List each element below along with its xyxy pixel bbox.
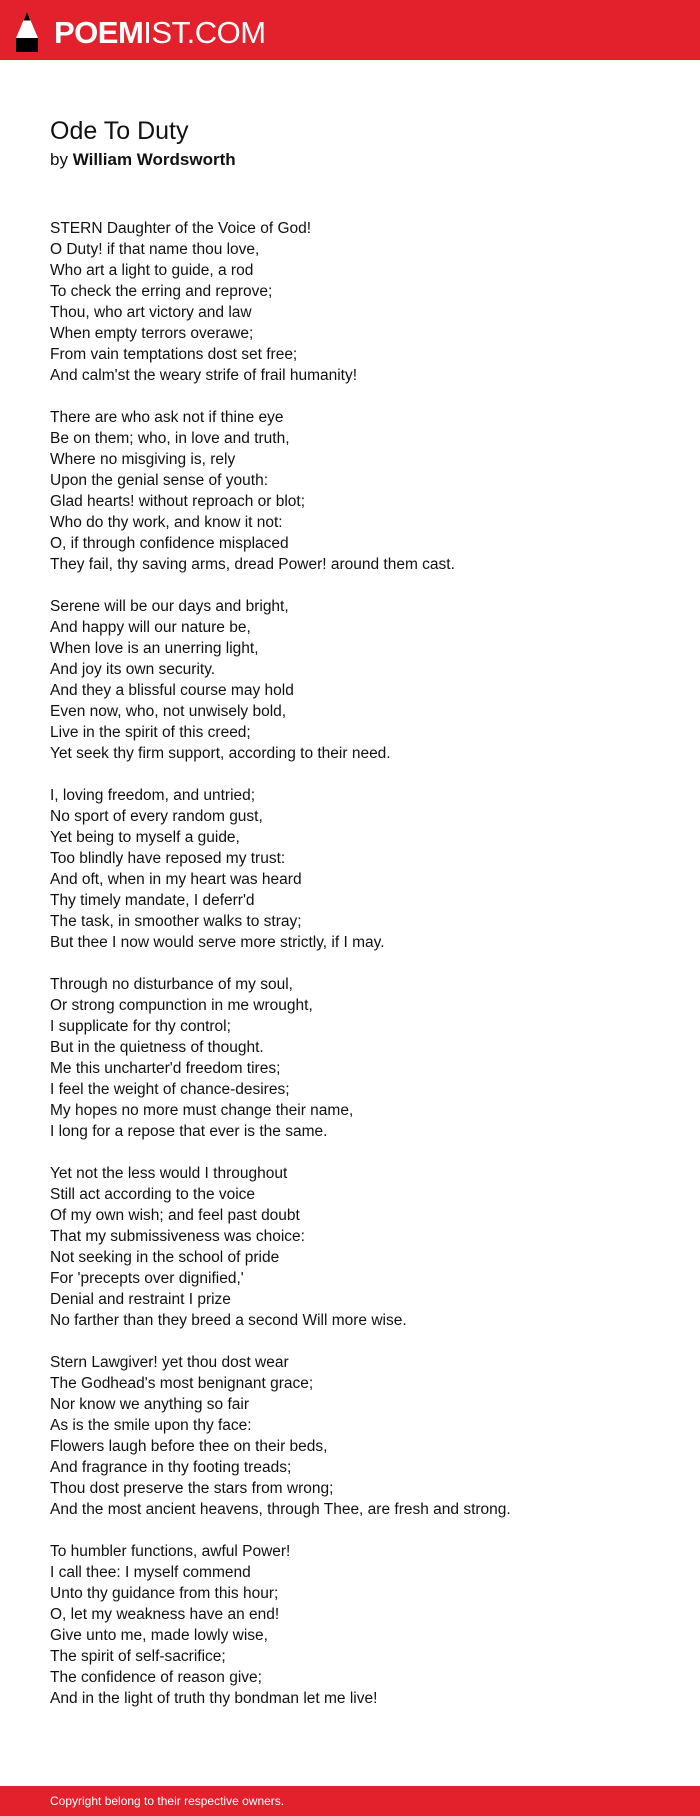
poem-line: The task, in smoother walks to stray;	[50, 913, 302, 930]
poem-line: The spirit of self-sacrifice;	[50, 1648, 226, 1665]
poem-line: Of my own wish; and feel past doubt	[50, 1207, 300, 1224]
poem-line: Glad hearts! without reproach or blot;	[50, 493, 306, 510]
poem-line: Thy timely mandate, I deferr'd	[50, 892, 255, 909]
stanza	[50, 974, 670, 1142]
poem-line: Even now, who, not unwisely bold,	[50, 703, 287, 720]
poem-line: And in the light of truth thy bondman let me live!	[50, 1690, 378, 1707]
site-logo[interactable]	[16, 10, 266, 54]
poem-line: Or strong compunction in me wrought,	[50, 997, 313, 1014]
poem-line: Thou, who art victory and law	[50, 304, 252, 321]
poem-line: Where no misgiving is, rely	[50, 451, 236, 468]
poem-line: Live in the spirit of this creed;	[50, 724, 251, 741]
poem-line: I call thee: I myself commend	[50, 1564, 251, 1581]
poem-line: To humbler functions, awful Power!	[50, 1543, 291, 1560]
poem-line: Thou dost preserve the stars from wrong;	[50, 1480, 334, 1497]
poem-line: And calm'st the weary strife of frail humanity!	[50, 367, 358, 384]
poem-line: Who do thy work, and know it not:	[50, 514, 283, 531]
poem-line: O, let my weakness have an end!	[50, 1606, 280, 1623]
stanza	[50, 407, 670, 575]
poem-line: Yet being to myself a guide,	[50, 829, 240, 846]
poem-line: Me this uncharter'd freedom tires;	[50, 1060, 281, 1077]
poem-title: Ode To Duty	[50, 117, 189, 145]
poem-heading	[50, 116, 650, 172]
brand-name	[54, 14, 266, 50]
stanza	[50, 1541, 670, 1709]
poem-line: But in the quietness of thought.	[50, 1039, 264, 1056]
poem-line: Nor know we anything so fair	[50, 1396, 250, 1413]
stanza	[50, 1163, 670, 1331]
poem-line: For 'precepts over dignified,'	[50, 1270, 244, 1287]
poem-line: When love is an unerring light,	[50, 640, 259, 657]
brand-name-light: IST.COM	[143, 14, 266, 50]
poem-line: No sport of every random gust,	[50, 808, 263, 825]
poem-line: O Duty! if that name thou love,	[50, 241, 260, 258]
poem-line: There are who ask not if thine eye	[50, 409, 284, 426]
site-footer	[0, 1786, 700, 1816]
poem-line: Denial and restraint I prize	[50, 1291, 231, 1308]
poem-line: My hopes no more must change their name,	[50, 1102, 354, 1119]
poem-line: And they a blissful course may hold	[50, 682, 294, 699]
poem-line: And oft, when in my heart was heard	[50, 871, 302, 888]
poem-line: Unto thy guidance from this hour;	[50, 1585, 279, 1602]
poem-body	[50, 218, 670, 1730]
poem-line: Who art a light to guide, a rod	[50, 262, 254, 279]
poem-line: Flowers laugh before thee on their beds,	[50, 1438, 328, 1455]
poem-line: I supplicate for thy control;	[50, 1018, 231, 1035]
poem-line: From vain temptations dost set free;	[50, 346, 298, 363]
poem-line: Serene will be our days and bright,	[50, 598, 289, 615]
poem-line: And fragrance in thy footing treads;	[50, 1459, 292, 1476]
byline	[50, 148, 650, 172]
poem-line: Through no disturbance of my soul,	[50, 976, 293, 993]
poem-line: To check the erring and reprove;	[50, 283, 273, 300]
poem-line: Too blindly have reposed my trust:	[50, 850, 286, 867]
poem-line: And joy its own security.	[50, 661, 216, 678]
stanza	[50, 1352, 670, 1520]
poem-line: I, loving freedom, and untried;	[50, 787, 256, 804]
poem-line: I long for a repose that ever is the same.	[50, 1123, 328, 1140]
poem-line: Still act according to the voice	[50, 1186, 256, 1203]
brand-name-bold: POEM	[54, 14, 144, 50]
poem-line: Give unto me, made lowly wise,	[50, 1627, 268, 1644]
poem-line: Stern Lawgiver! yet thou dost wear	[50, 1354, 289, 1371]
poem-line: Upon the genial sense of youth:	[50, 472, 269, 489]
stanza	[50, 785, 670, 953]
copyright-text: Copyright belong to their respective owners.	[50, 1794, 285, 1808]
poem-line: When empty terrors overawe;	[50, 325, 254, 342]
poem-line: The Godhead's most benignant grace;	[50, 1375, 314, 1392]
poem-line: Yet seek thy firm support, according to their need.	[50, 745, 391, 762]
poem-line: I feel the weight of chance-desires;	[50, 1081, 290, 1098]
poem-line: That my submissiveness was choice:	[50, 1228, 305, 1245]
poem-line: No farther than they breed a second Will more wise.	[50, 1312, 407, 1329]
stanza	[50, 596, 670, 764]
poem-line: But thee I now would serve more strictly, if I may.	[50, 934, 385, 951]
author-name[interactable]: William Wordsworth	[72, 150, 236, 169]
stanza	[50, 218, 670, 386]
poem-line: As is the smile upon thy face:	[50, 1417, 252, 1434]
poem-line: O, if through confidence misplaced	[50, 535, 289, 552]
site-header	[0, 0, 700, 60]
poem-line: Be on them; who, in love and truth,	[50, 430, 290, 447]
poem-line: And the most ancient heavens, through Thee, are fresh and strong.	[50, 1501, 511, 1518]
byline-prefix: by	[50, 150, 68, 169]
poem-line: They fail, thy saving arms, dread Power! around them cast.	[50, 556, 455, 573]
poem-line: STERN Daughter of the Voice of God!	[50, 220, 312, 237]
poem-line: The confidence of reason give;	[50, 1669, 262, 1686]
pencil-icon	[16, 12, 38, 52]
poem-line: Not seeking in the school of pride	[50, 1249, 280, 1266]
poem-line: Yet not the less would I throughout	[50, 1165, 288, 1182]
poem-line: And happy will our nature be,	[50, 619, 251, 636]
